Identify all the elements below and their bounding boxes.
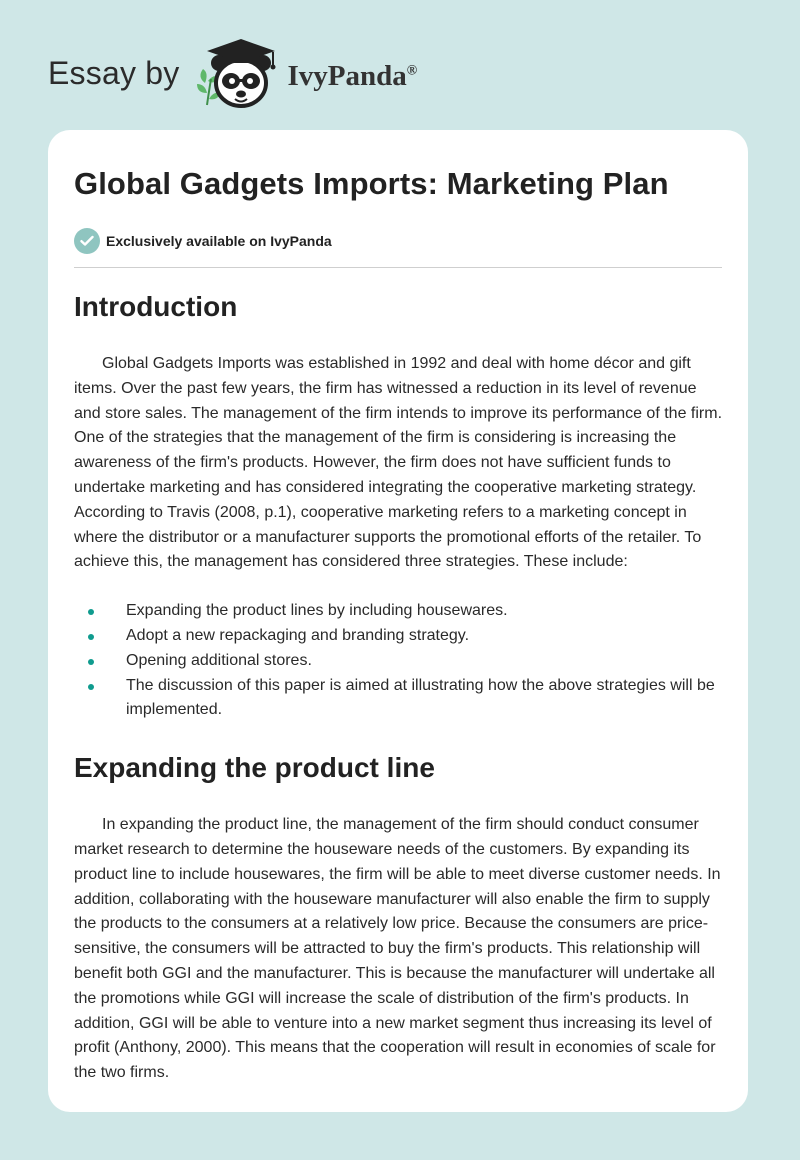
bullet-dot-icon	[88, 609, 94, 615]
list-item: Adopt a new repackaging and branding strategy.	[88, 624, 722, 649]
strategy-list	[74, 599, 722, 723]
introduction-paragraph: Global Gadgets Imports was established in 1992 and deal with home décor and gift items. Over the past few years, the firm has witnessed a reduction in its level of revenue and store sales. The management of the firm intends to improve its performance of the firm. One of the strategies that the management of the firm is considering is increasing the awareness of the firm's products. However, the firm does not have sufficient funds to undertake marketing and has considered integrating the cooperative marketing strategy. According to Travis (2008, p.1), cooperative marketing refers to a marketing concept in where the distributor or a manufacturer supports the promotional efforts of the retailer. To achieve this, the management has considered three strategies. These include:	[74, 355, 723, 571]
check-circle-icon	[74, 228, 100, 254]
bullet-dot-icon	[88, 684, 94, 690]
divider	[74, 267, 722, 268]
exclusive-label: Exclusively available on IvyPanda	[106, 233, 332, 249]
panda-graduate-icon	[195, 33, 285, 113]
page-title: Global Gadgets Imports: Marketing Plan	[74, 166, 669, 201]
site-header	[48, 28, 417, 118]
brand-name: IvyPanda®	[287, 59, 418, 92]
list-item: The discussion of this paper is aimed at illustrating how the above strategies will be implemented.	[88, 674, 722, 724]
essay-card	[48, 130, 748, 1112]
bullet-dot-icon	[88, 659, 94, 665]
expanding-product-line-paragraph: In expanding the product line, the management of the firm should conduct consumer market research to determine the houseware needs of the customers. By expanding its product line to include housewares, the firm will be able to meet diverse customer needs. In addition, collaborating with the houseware manufacturer will also enable the firm to supply the products to the consumers at a relatively low price. Because the consumers are price-sensitive, the consumers will be attracted to buy the firm's products. This relationship will benefit both GGI and the manufacturer. This is because the manufacturer will undertake all the promotions while GGI will increase the scale of distribution of the firm's products. In addition, GGI will be able to venture into a new market segment thus increasing its level of profit (Anthony, 2000). This means that the cooperation will result in economies of scale for the two firms.	[74, 816, 721, 1082]
bullet-dot-icon	[88, 634, 94, 640]
essay-by-label: Essay by	[48, 54, 180, 91]
list-item: Expanding the product lines by including housewares.	[88, 599, 722, 624]
ivypanda-logo[interactable]	[195, 33, 417, 113]
section-heading-introduction: Introduction	[74, 291, 238, 322]
registered-mark: ®	[406, 62, 418, 78]
exclusive-badge	[74, 228, 722, 254]
list-item: Opening additional stores.	[88, 649, 722, 674]
section-heading-expanding-product-line: Expanding the product line	[74, 752, 435, 784]
